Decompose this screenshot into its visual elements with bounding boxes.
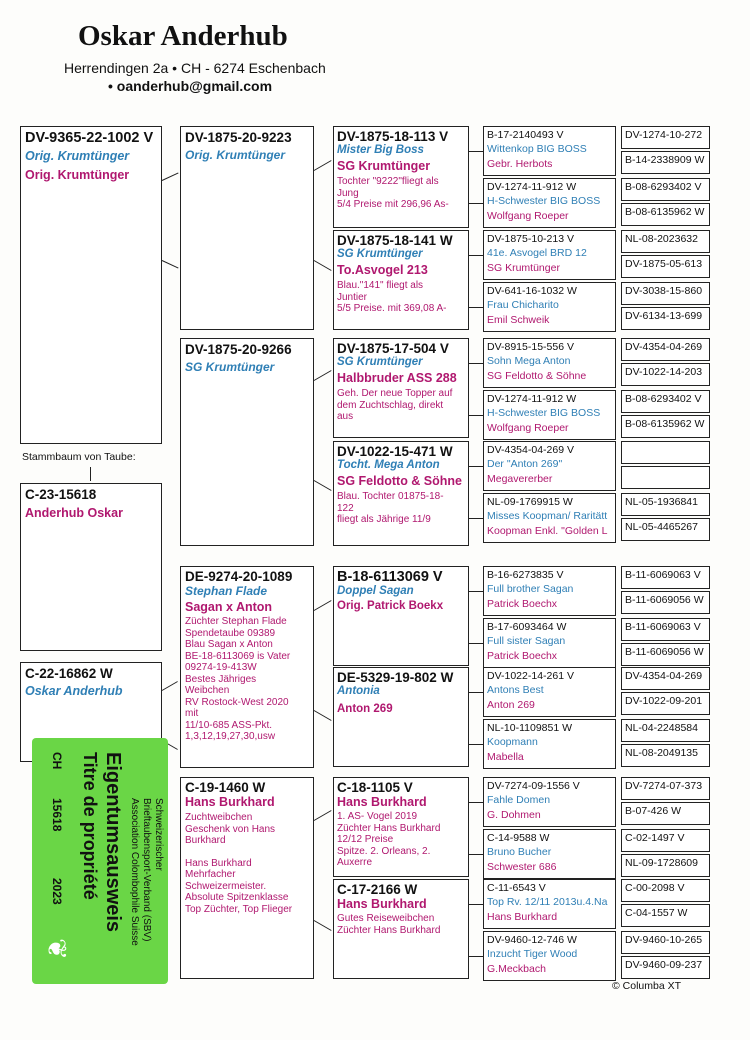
gen3-note: fliegt als Jährige 11/9 [337,514,431,525]
connector-line [469,854,483,855]
gen4b-l2: Fahle Domen [487,794,551,806]
connector-line [469,415,483,416]
gen3b-ring: B-18-6113069 V [337,569,443,585]
sire-name: Orig. Krumtünger [185,148,286,162]
owner2-name: Oskar Anderhub [25,684,123,698]
gen5b-cell: B-11-6069063 V [621,566,710,589]
gen4-l2: Wittenkop BIG BOSS [487,143,587,155]
lower-sire-note: 1,3,12,19,27,30,usw [185,731,276,742]
connector-line [469,203,483,204]
gen5a-cell: NL-05-4465267 [621,518,710,541]
sire-box [180,126,314,330]
dam-ring: DV-1875-20-9266 [185,342,292,357]
connector-line [469,363,483,364]
pigeon-name: Orig. Krumtünger [25,149,130,163]
gen3b-box [333,566,469,666]
gen3-name: SG Krumtünger [337,356,423,368]
gen3b-ring: DE-5329-19-802 W [337,670,454,685]
gen4-ring: B-17-2140493 V [487,129,564,141]
lower-sire-note: Blau Sagan x Anton [185,639,273,650]
gen3-box [333,441,469,546]
dam-name: SG Krumtünger [185,360,275,374]
footer-copyright: © Columba XT [612,980,682,992]
gen4b-box [483,879,616,929]
gen3b-breeder: Orig. Patrick Boekx [337,600,444,612]
gen3-breeder: Halbbruder ASS 288 [337,371,457,385]
gen3-box [333,338,469,438]
gen5b-cell: B-07-426 W [621,802,710,825]
gen5a-cell: DV-4354-04-269 [621,338,710,361]
gen3b-name: Antonia [337,685,380,697]
stammbaum-label: Stammbaum von Taube: [22,451,136,463]
gen4b-l2: Full brother Sagan [487,583,574,595]
gen4b-l3: Patrick Boechx [487,650,558,662]
gen4b-box [483,566,616,616]
owner-address: Herrendingen 2a • CH - 6274 Eschenbach [64,60,326,76]
gen3b-name: Hans Burkhard [337,897,427,911]
gen3b-box [333,667,469,767]
ownership-sticker [32,738,168,984]
lower-dam-note: Top Züchter, Top Flieger [185,903,293,915]
gen4-box [483,126,616,176]
gen3b-note: Züchter Hans Burkhard [337,822,441,834]
gen5b-cell: NL-09-1728609 [621,854,710,877]
gen4-l3: Koopman Enkl. "Golden L [487,525,608,537]
gen4b-ring: C-14-9588 W [487,832,550,844]
gen3-name: SG Krumtünger [337,248,423,260]
lower-dam-note: Schweizermeister. [185,880,267,892]
gen3b-note: Gutes Reiseweibchen [337,913,435,924]
lower-sire-breeder: Sagan x Anton [185,600,273,614]
gen4-ring: DV-1875-10-213 V [487,233,574,245]
gen4b-l2: Koopmann [487,736,538,748]
lower-sire-note: 11/10-685 ASS-Pkt. [185,719,273,731]
gen3b-note: Züchter Hans Burkhard [337,924,441,936]
gen5b-cell: B-11-6069056 W [621,591,710,614]
gen4-l3: SG Feldotto & Söhne [487,370,587,382]
gen4b-l2: Full sister Sagan [487,635,566,647]
gen4-l3: Wolfgang Roeper [487,210,569,222]
gen5b-cell: DV-9460-09-237 [621,956,710,979]
gen5a-cell: DV-3038-15-860 [621,282,710,305]
sticker-org-2: Brieftaubensport-Verband (SBV) [141,798,152,942]
gen5a-cell: B-08-6293402 V [621,178,710,201]
connector-line [469,255,483,256]
gen5b-cell: NL-08-2049135 [621,744,710,767]
gen4-l2: H-Schwester BIG BOSS [487,407,601,419]
gen3-ring: DV-1875-18-141 W [337,233,453,248]
connector-line [469,956,483,957]
gen4b-box [483,667,616,717]
gen5b-cell: C-04-1557 W [621,904,710,927]
gen3b-note: 1. AS- Vogel 2019 [337,811,418,822]
gen4-l2: Misses Koopman/ Raritätt [487,510,608,522]
gen5a-cell: DV-1875-05-613 [621,255,710,278]
gen4-ring: DV-4354-04-269 V [487,444,574,456]
lower-dam-ring: C-19-1460 W [185,780,266,795]
gen5b-cell: DV-4354-04-269 [621,667,710,690]
gen5b-cell: DV-7274-07-373 [621,777,710,800]
gen4b-box [483,931,616,981]
lower-dam-note: Geschenk von Hans [185,823,276,835]
gen4b-l3: G.Meckbach [487,963,546,975]
gen4-l2: Der "Anton 269" [487,458,563,470]
gen4b-box [483,618,616,668]
gen4-ring: DV-1274-11-912 W [487,181,577,193]
gen4-ring: DV-641-16-1032 W [487,285,577,297]
gen4b-ring: C-11-6543 V [487,882,546,894]
gen4b-box [483,777,616,827]
gen3-breeder: SG Feldotto & Söhne [337,474,462,488]
gen5b-cell: DV-9460-10-265 [621,931,710,954]
gen3-box [333,126,469,228]
gen3-note: Geh. Der neue Topper auf [337,388,453,399]
gen4b-ring: B-17-6093464 W [487,621,567,633]
gen3-note: Blau."141" fliegt als [337,280,424,291]
sticker-title-1: Eigentumsausweis [102,752,124,933]
gen3-ring: DV-1022-15-471 W [337,444,453,459]
gen3-name: Tocht. Mega Anton [337,459,440,471]
connector-line [469,802,483,803]
gen4b-l2: Inzucht Tiger Wood [487,948,578,960]
lower-sire-ring: DE-9274-20-1089 [185,569,293,584]
gen4b-ring: DV-7274-09-1556 V [487,780,580,792]
lower-sire-note: mit [185,708,199,719]
gen5a-cell: B-08-6135962 W [621,203,710,226]
gen4-box [483,282,616,332]
gen3b-note: 12/12 Preise [337,834,394,845]
gen4-l2: H-Schwester BIG BOSS [487,195,601,207]
gen3b-ring: C-17-2166 W [337,882,418,897]
owner-email: • oanderhub@gmail.com [108,78,273,94]
lower-sire-note: 09274-19-413W [185,662,257,673]
gen4-l3: SG Krumtünger [487,262,560,274]
lower-dam-note: Mehrfacher [185,869,236,880]
lower-dam-note: Hans Burkhard [185,857,252,869]
connector-line [469,151,483,152]
pigeon-ring: DV-9365-22-1002 V [25,130,154,146]
sticker-text-block [32,738,168,984]
gen4-ring: NL-09-1769915 W [487,496,573,508]
gen4-l3: Megavererber [487,473,553,485]
gen4-box [483,493,616,543]
connector-line [469,692,483,693]
gen5b-cell: NL-04-2248584 [621,719,710,742]
gen4b-ring: DV-1022-14-261 V [487,670,574,682]
connector-line [469,591,483,592]
gen5a-cell: DV-6134-13-699 [621,307,710,330]
gen3-breeder: SG Krumtünger [337,159,431,173]
gen5a-cell: B-08-6135962 W [621,415,710,438]
gen5a-cell: B-14-2338909 W [621,151,710,174]
gen4-l2: Sohn Mega Anton [487,355,571,367]
sticker-org-3: Association Colombophile Suisse [129,798,140,946]
lower-sire-note: RV Rostock-West 2020 [185,696,289,708]
sticker-country: CH [50,752,64,770]
lower-sire-note: BE-18-6113069 is Vater [185,650,291,662]
owner-label: Anderhub Oskar [25,506,123,520]
sire-ring: DV-1875-20-9223 [185,130,292,145]
gen3b-note: Auxerre [337,857,373,868]
gen4b-l2: Bruno Bucher [487,846,552,858]
owner-name: Oskar Anderhub [78,20,288,52]
gen4b-l3: G. Dohmen [487,809,541,821]
sticker-dove-icon: ❦ [42,938,72,960]
gen3-box [333,230,469,330]
gen3-ring: DV-1875-17-504 V [337,341,449,356]
lower-sire-note: Weibchen [185,685,230,696]
gen4b-l3: Patrick Boechx [487,598,558,610]
gen5a-cell: NL-08-2023632 [621,230,710,253]
gen4-l3: Gebr. Herbots [487,158,553,170]
connector-line [469,744,483,745]
gen5a-cell: DV-1022-14-203 [621,363,710,386]
gen3-note: aus [337,411,354,422]
lower-dam-name: Hans Burkhard [185,795,275,809]
gen4b-ring: DV-9460-12-746 W [487,934,577,946]
gen5b-cell: C-00-2098 V [621,879,710,902]
gen3b-note: Spitze. 2. Orleans, 2. [337,845,431,857]
owner2-ring: C-22-16862 W [25,666,113,681]
gen5b-cell: B-11-6069056 W [621,643,710,666]
gen5b-cell: C-02-1497 V [621,829,710,852]
connector-line [469,904,483,905]
gen4-ring: DV-8915-15-556 V [487,341,574,353]
lower-dam-note: Absolute Spitzenklasse [185,892,289,903]
gen5a-cell [621,441,710,464]
gen4-box [483,230,616,280]
pigeon-box [20,126,162,444]
connector-line [469,518,483,519]
gen4b-box [483,719,616,769]
lower-sire-note: Spendetaube 09389 [185,627,276,639]
gen3-note: 5/4 Preise mit 296,96 As- [337,199,449,210]
owner-ring: C-23-15618 [25,487,97,502]
gen4b-l3: Anton 269 [487,699,535,711]
gen3-note: Jung [337,187,359,199]
gen4-box [483,178,616,228]
gen5b-cell: B-11-6069063 V [621,618,710,641]
gen5a-cell [621,466,710,489]
gen3b-box [333,879,469,979]
gen4b-l2: Antons Best [487,684,544,696]
lower-sire-box [180,566,314,768]
sticker-year: 2023 [50,878,64,905]
gen4-l3: Wolfgang Roeper [487,422,569,434]
sticker-org-1: Schweizerischer [153,798,164,871]
gen3-name: Mister Big Boss [337,144,424,156]
gen3b-breeder: Anton 269 [337,703,393,715]
pigeon-breeder: Orig. Krumtünger [25,168,130,182]
connector-line [469,307,483,308]
lower-dam-box [180,777,314,979]
gen4-box [483,338,616,388]
sticker-title-2: Titre de propriété [80,752,100,900]
owner-box [20,483,162,651]
gen4-l2: Frau Chicharito [487,299,559,311]
gen4b-box [483,829,616,879]
gen5a-cell: NL-05-1936841 [621,493,710,516]
gen4b-l2: Top Rv. 12/11 2013u.4.Na [487,896,608,908]
sticker-number: 15618 [50,798,64,832]
gen5a-cell: B-08-6293402 V [621,390,710,413]
gen3-note: 5/5 Preise. mit 369,08 A- [337,303,447,314]
gen4b-ring: B-16-6273835 V [487,569,564,581]
gen3-note: 122 [337,502,354,514]
connector [90,467,91,481]
gen4-box [483,390,616,440]
gen3b-name: Hans Burkhard [337,795,427,809]
dam-box [180,338,314,546]
gen3b-name: Doppel Sagan [337,585,414,597]
lower-sire-note: Züchter Stephan Flade [185,616,287,627]
lower-sire-note: Bestes Jähriges [185,673,257,685]
lower-dam-note: Zuchtweibchen [185,812,253,823]
gen4b-l3: Mabella [487,751,524,763]
lower-dam-note: Burkhard [185,835,226,846]
gen4b-l3: Schwester 686 [487,861,557,873]
gen3-ring: DV-1875-18-113 V [337,129,449,144]
gen4-ring: DV-1274-11-912 W [487,393,577,405]
gen4b-l3: Hans Burkhard [487,911,558,923]
gen3-note: Juntier [337,291,368,303]
gen3b-ring: C-18-1105 V [337,780,413,795]
gen4-l2: 41e. Asvogel BRD 12 [487,247,587,259]
gen3-breeder: To.Asvogel 213 [337,263,428,277]
gen4-l3: Emil Schweik [487,314,550,326]
gen5b-cell: DV-1022-09-201 [621,692,710,715]
connector-line [469,643,483,644]
gen5a-cell: DV-1274-10-272 [621,126,710,149]
gen3-note: Tochter "9222"fliegt als [337,176,439,187]
gen3-note: dem Zuchtschlag, direkt [337,399,444,411]
lower-sire-name: Stephan Flade [185,584,268,598]
lower-dam-note [185,847,309,858]
gen4b-ring: NL-10-1109851 W [487,722,573,734]
gen3-note: Blau. Tochter 01875-18- [337,491,444,502]
connector-line [469,466,483,467]
gen4-box [483,441,616,491]
gen3b-box [333,777,469,877]
